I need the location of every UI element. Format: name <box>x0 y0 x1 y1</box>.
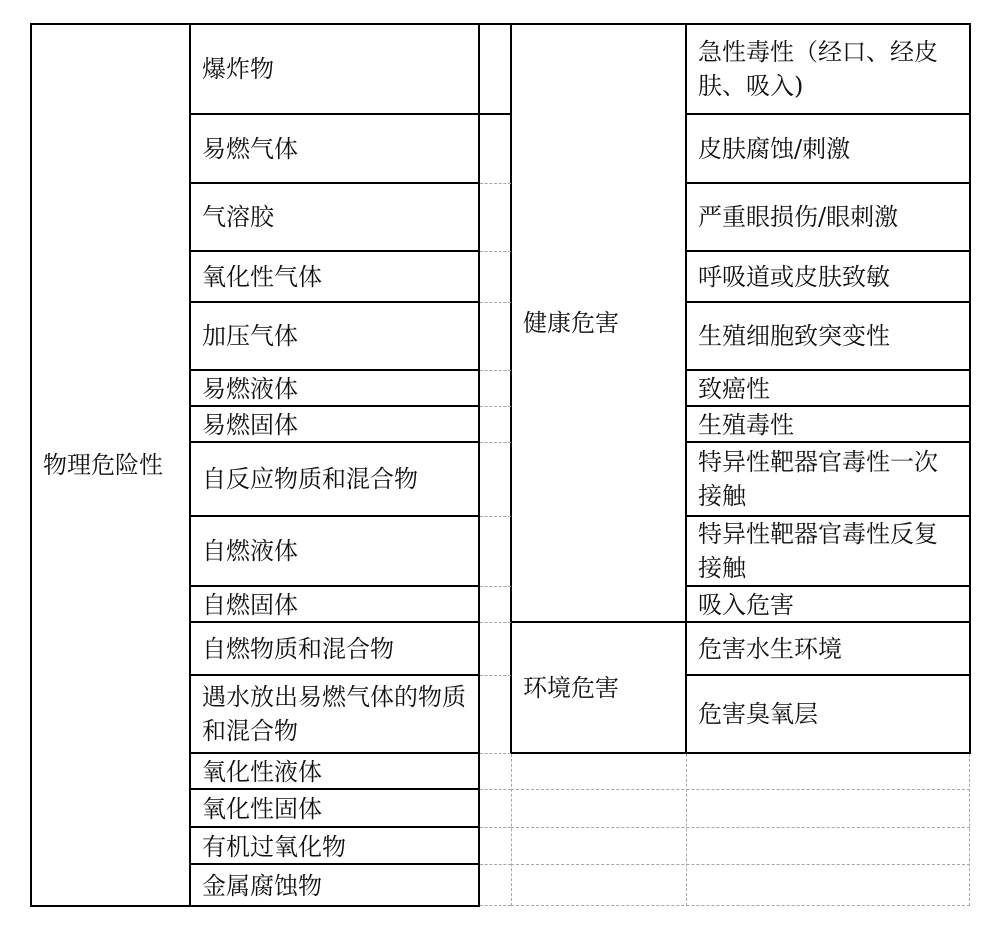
health-item-stot-single: 特异性靶器官毒性一次接触 <box>698 448 938 510</box>
grid-line <box>189 674 480 676</box>
environment-item-ozone-layer: 危害臭氧层 <box>698 700 818 728</box>
grid-line <box>510 752 971 754</box>
dashed-grid-line <box>480 370 511 371</box>
grid-line <box>969 23 971 754</box>
dashed-grid-line <box>511 754 512 906</box>
grid-line <box>685 405 971 407</box>
physical-item-oxidizing-solids: 氧化性固体 <box>202 795 322 823</box>
grid-line <box>510 23 971 25</box>
dashed-grid-line <box>480 753 511 754</box>
grid-line <box>189 788 480 790</box>
physical-item-flammable-solids: 易燃固体 <box>202 411 298 439</box>
physical-item-corrosive-to-metals: 金属腐蚀物 <box>202 872 322 900</box>
health-item-stot-repeated: 特异性靶器官毒性反复接触 <box>698 520 938 582</box>
grid-line <box>685 674 971 676</box>
grid-line <box>189 752 480 754</box>
grid-line <box>478 23 480 907</box>
grid-line <box>189 369 480 371</box>
grid-line <box>189 515 480 517</box>
grid-line <box>189 182 480 184</box>
environment-item-aquatic: 危害水生环境 <box>698 634 842 663</box>
grid-line <box>189 585 480 587</box>
physical-item-flammable-liquids: 易燃液体 <box>202 375 298 403</box>
grid-line <box>189 113 480 115</box>
dashed-grid-line <box>480 789 511 790</box>
physical-item-oxidizing-gases: 氧化性气体 <box>202 262 322 291</box>
health-item-germ-cell-mutagenicity: 生殖细胞致突变性 <box>698 322 890 350</box>
physical-item-self-heating: 自燃物质和混合物 <box>202 634 394 663</box>
grid-line <box>510 23 512 754</box>
dashed-grid-line <box>480 905 511 906</box>
health-item-carcinogenicity: 致癌性 <box>698 375 770 403</box>
dashed-grid-line <box>480 302 511 303</box>
dashed-grid-line <box>480 864 511 865</box>
grid-line <box>685 369 971 371</box>
grid-line <box>189 301 480 303</box>
health-item-sensitization: 呼吸道或皮肤致敏 <box>698 262 890 291</box>
dashed-grid-line <box>480 251 511 252</box>
grid-line <box>685 182 971 184</box>
health-item-eye-damage: 严重眼损伤/眼刺激 <box>698 203 899 231</box>
physical-item-gases-under-pressure: 加压气体 <box>202 322 298 350</box>
grid-line <box>30 23 32 907</box>
dashed-grid-line <box>480 442 511 443</box>
grid-line <box>30 905 480 907</box>
grid-line <box>685 301 971 303</box>
dashed-grid-line <box>511 905 970 906</box>
health-item-reproductive-toxicity: 生殖毒性 <box>698 411 794 439</box>
dashed-grid-line <box>480 675 511 676</box>
physical-item-pyrophoric-liquids: 自燃液体 <box>202 537 298 565</box>
dashed-grid-line <box>480 516 511 517</box>
dashed-grid-line <box>969 754 970 906</box>
physical-item-aerosols: 气溶胶 <box>202 203 274 231</box>
health-item-aspiration-hazard: 吸入危害 <box>698 591 794 619</box>
grid-line <box>189 826 480 828</box>
physical-item-self-reactive: 自反应物质和混合物 <box>202 465 418 493</box>
grid-line <box>189 441 480 443</box>
dashed-grid-line <box>480 586 511 587</box>
grid-line <box>189 621 480 623</box>
dashed-grid-line <box>511 864 970 865</box>
physical-item-pyrophoric-solids: 自燃固体 <box>202 591 298 619</box>
environment-hazard-category: 环境危害 <box>523 673 619 702</box>
grid-line <box>685 23 687 754</box>
grid-line <box>478 23 512 25</box>
physical-item-water-reactive: 遇水放出易燃气体的物质和混合物 <box>202 683 466 745</box>
dashed-grid-line <box>511 789 970 790</box>
grid-line <box>189 250 480 252</box>
physical-item-organic-peroxides: 有机过氧化物 <box>202 832 346 861</box>
health-hazard-category: 健康危害 <box>523 309 619 337</box>
dashed-grid-line <box>480 622 511 623</box>
grid-line <box>478 113 512 115</box>
dashed-grid-line <box>480 406 511 407</box>
grid-line <box>685 441 971 443</box>
grid-line <box>685 250 971 252</box>
physical-hazard-category: 物理危险性 <box>43 451 163 479</box>
physical-item-flammable-gases: 易燃气体 <box>202 134 298 163</box>
grid-line <box>189 23 191 907</box>
grid-line <box>189 863 480 865</box>
grid-line <box>685 585 971 587</box>
physical-item-oxidizing-liquids: 氧化性液体 <box>202 758 322 786</box>
grid-line <box>685 515 971 517</box>
dashed-grid-line <box>686 754 687 906</box>
dashed-grid-line <box>480 827 511 828</box>
grid-line <box>510 621 971 623</box>
physical-item-explosives: 爆炸物 <box>202 55 274 83</box>
grid-line <box>189 405 480 407</box>
grid-line <box>30 23 480 25</box>
dashed-grid-line <box>511 827 970 828</box>
grid-line <box>685 113 971 115</box>
health-item-skin-corrosion: 皮肤腐蚀/刺激 <box>698 134 851 163</box>
health-item-acute-toxicity: 急性毒性（经口、经皮肤、吸入) <box>698 38 938 100</box>
dashed-grid-line <box>480 183 511 184</box>
